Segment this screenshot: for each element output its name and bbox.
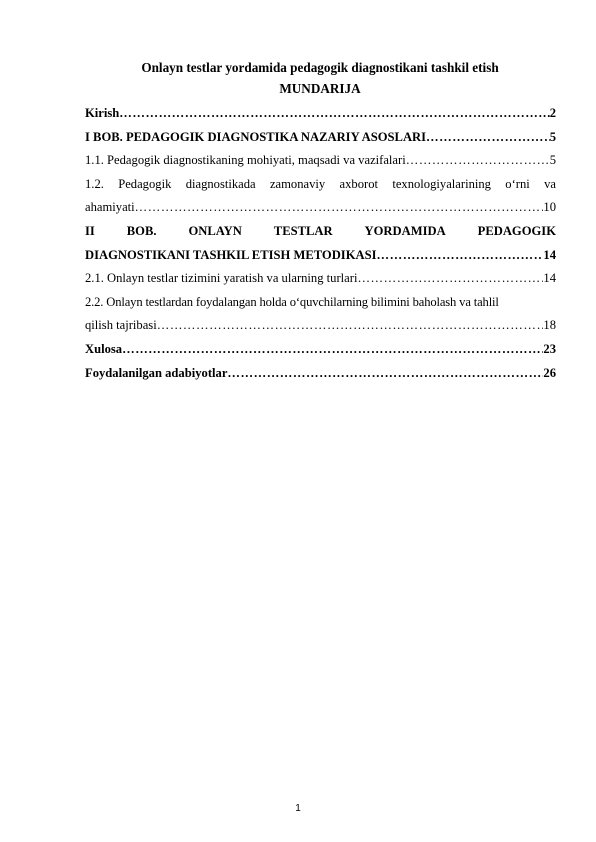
toc-entry-line-justified — [85, 173, 556, 197]
toc-entry-adabiyotlar[interactable] — [85, 362, 556, 386]
dot-leader — [406, 149, 550, 173]
dot-leader — [426, 126, 550, 150]
toc-entry-2-1[interactable] — [85, 267, 556, 291]
toc-entry-page: 2 — [549, 106, 556, 120]
toc-entry-1-1[interactable] — [85, 149, 556, 173]
word: o‘rni — [505, 176, 530, 191]
toc-entry-page: 14 — [543, 271, 556, 286]
toc-entry-page: 18 — [543, 318, 556, 333]
toc-entry-label: 1.1. Pedagogik diagnostikaning mohiyati, maqsadi va vazifalari — [85, 153, 406, 168]
word: PEDAGOGIK — [477, 223, 556, 238]
toc-entry-page: 10 — [543, 200, 556, 215]
toc-entry-label: DIAGNOSTIKANI TASHKIL ETISH METODIKASI — [85, 247, 377, 262]
toc-entry-label: qilish tajribasi — [85, 318, 157, 333]
word: YORDAMIDA — [364, 223, 446, 238]
word: II — [85, 223, 95, 238]
toc-entry-label: I BOB. PEDAGOGIK DIAGNOSTIKA NAZARIY ASOSLARI — [85, 129, 427, 144]
toc-entry-label: Foydalanilgan adabiyotlar — [85, 365, 228, 380]
word: diagnostikada — [185, 176, 256, 191]
toc-entry-2-2[interactable] — [85, 291, 556, 338]
toc-entry-1-2[interactable] — [85, 173, 556, 220]
word: Pedagogik — [118, 176, 172, 191]
word: ONLAYN — [188, 223, 242, 238]
dot-leader — [122, 338, 543, 362]
toc-entry-label: 2.1. Onlayn testlar tizimini yaratish va ularning turlari — [85, 271, 358, 286]
word: va — [544, 176, 556, 191]
dot-leader — [227, 362, 543, 386]
dot-leader — [377, 244, 544, 268]
toc-entry-line: 2.2. Onlayn testlardan foydalangan holda o‘quvchilarning bilimini baholash va tahlil — [85, 294, 499, 309]
word: BOB. — [126, 223, 157, 238]
toc-entry-page: 14 — [543, 247, 556, 262]
dot-leader — [357, 267, 543, 291]
toc-entry-xulosa[interactable] — [85, 338, 556, 362]
toc-heading: MUNDARIJA — [279, 81, 361, 96]
dot-leader — [135, 196, 544, 220]
toc-entry-label: ahamiyati — [85, 200, 135, 215]
dot-leader — [157, 314, 544, 338]
word: TESTLAR — [273, 223, 333, 238]
toc-entry-label: Kirish — [85, 106, 120, 120]
dot-leader — [119, 102, 549, 126]
toc-entry-label: Xulosa — [85, 341, 123, 356]
word: texnologiyalarining — [392, 176, 491, 191]
toc-entry-page: 26 — [543, 365, 556, 380]
toc-entry-bob-1[interactable] — [85, 126, 556, 150]
word: 1.2. — [85, 176, 104, 191]
document-title: Onlayn testlar yordamida pedagogik diagnostikani tashkil etish — [141, 60, 499, 75]
word: axborot — [339, 176, 379, 191]
page-number: 1 — [295, 803, 301, 814]
table-of-contents — [85, 102, 556, 385]
toc-entry-page: 5 — [549, 153, 556, 168]
toc-entry-page: 23 — [543, 341, 556, 356]
toc-entry-kirish[interactable] — [85, 102, 556, 126]
toc-entry-bob-2[interactable] — [85, 220, 556, 267]
word: zamonaviy — [269, 176, 326, 191]
toc-entry-page: 5 — [549, 129, 556, 144]
toc-entry-line-justified — [85, 220, 556, 244]
